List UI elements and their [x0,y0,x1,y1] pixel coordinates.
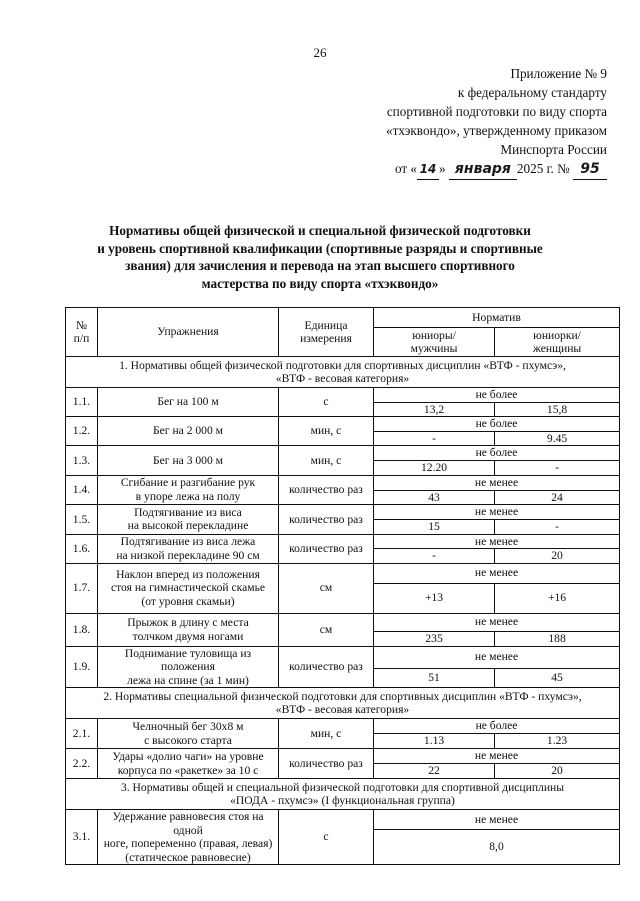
row-num: 2.1. [66,719,98,749]
section-title-l2: «ПОДА - пхумсэ» (I функциональная группа) [230,794,455,807]
value-juniorkas: 20 [495,764,620,779]
row-exercise [98,534,279,563]
row-unit: мин, с [279,446,374,476]
value-juniors: +13 [374,583,495,613]
row-condition: не менее [374,810,620,830]
table-row [66,475,620,490]
table-row [66,446,620,461]
table-row [66,563,620,583]
header-num-l2: п/п [73,332,90,345]
exercise-line: в упоре лежа на полу [135,489,241,503]
title-line: и уровень спортивной квалификации (спортивные разряды и спортивные [97,240,543,256]
exercise-line: Челночный бег 30х8 м [132,720,244,733]
row-condition: не менее [374,475,620,490]
appendix-line: Приложение № 9 [510,66,607,81]
table-row [66,613,620,631]
exercise-line: Сгибание и разгибание рук [120,476,256,490]
value-juniors: 22 [374,764,495,779]
header-unit-l1: Единица [304,318,348,332]
value-juniors: - [374,549,495,564]
value-juniorkas: - [495,461,620,476]
table-row [66,646,620,668]
exercise-line: Прыжок в длину с места [127,616,249,629]
table-row [66,719,620,734]
date-year: 2025 г. № [516,161,570,176]
value-juniors: - [374,431,495,446]
row-exercise [98,646,279,688]
header-unit-l2: измерения [300,332,352,345]
header-norm: Норматив [374,308,620,328]
exercise-line: Поднимание туловища из положения [124,646,252,673]
header-juniorkas-l2: женщины [532,342,582,355]
exercise-line: Бег на 3 000 м [152,453,224,467]
table-row [66,505,620,520]
section-title-l1: 3. Нормативы общей и специальной физической подготовки для спортивной дисциплины [120,780,565,794]
header-juniors-l1: юниоры/ [412,328,456,342]
header-row [66,308,620,328]
row-num: 1.4. [66,475,98,505]
page-number: 26 [313,45,327,60]
section-title-l2: «ВТФ - весовая категория» [275,372,410,385]
value-juniorkas: 45 [495,668,620,687]
appendix-line: Минспорта России [500,142,607,157]
row-num: 3.1. [66,810,98,865]
value-juniors: 15 [374,520,495,535]
row-exercise [98,719,279,749]
value-juniors: 1.13 [374,734,495,749]
table-row [66,749,620,764]
appendix-date-line [307,159,607,180]
exercise-line: Бег на 2 000 м [152,424,224,438]
row-unit: с [279,388,374,417]
exercise-line: лежа на спине (за 1 мин) [127,673,249,687]
section-title [66,688,620,719]
exercise-line: толчком двумя ногами [132,629,244,643]
table-row [66,417,620,432]
header-unit [279,308,374,357]
section-title [66,779,620,810]
exercise-line: стоя на гимнастической скамье [110,581,266,595]
exercise-line: (статическое равновесие) [125,850,251,864]
section-title-l2: «ВТФ - весовая категория» [275,703,410,716]
row-unit: количество раз [279,749,374,779]
row-exercise [98,388,279,417]
section-header-2 [66,688,620,719]
row-unit: см [279,613,374,646]
row-num: 1.1. [66,388,98,417]
header-num-l1: № [75,318,88,332]
row-exercise [98,446,279,476]
exercise-line: Бег на 100 м [157,395,219,409]
row-num: 1.3. [66,446,98,476]
exercise-line: Подтягивание из виса лежа [120,535,256,548]
exercise-line: (от уровня скамьи) [141,594,235,608]
row-condition: не менее [374,749,620,764]
handwritten-order-number: 95 [573,160,607,180]
value-juniorkas: - [495,520,620,535]
section-header-1 [66,357,620,388]
exercise-line: Подтягивание из виса [134,505,242,519]
section-3-rows [66,810,620,865]
row-condition: не более [374,719,620,734]
exercise-line: ноге, попеременно (правая, левая) [103,837,273,850]
exercise-line: Наклон вперед из положения [116,567,260,581]
row-condition: не менее [374,534,620,549]
row-unit: мин, с [279,417,374,446]
row-condition: не менее [374,613,620,631]
header-juniorkas [495,328,620,357]
value-juniors: 235 [374,631,495,646]
section-title-l1: 2. Нормативы специальной физической подготовки для спортивных дисциплин «ВТФ - пхумсэ», [103,689,582,703]
row-unit: количество раз [279,646,374,688]
row-exercise [98,810,279,865]
value-juniors: 12.20 [374,461,495,476]
row-unit: мин, с [279,719,374,749]
row-exercise [98,613,279,646]
value-merged: 8,0 [374,830,620,865]
value-juniors: 43 [374,490,495,505]
row-num: 1.6. [66,534,98,563]
section-header-3 [66,779,620,810]
value-juniors: 13,2 [374,402,495,417]
row-exercise [98,417,279,446]
appendix-line: «тхэквондо», утвержденному приказом [385,123,607,138]
row-unit: количество раз [279,534,374,563]
row-num: 1.9. [66,646,98,688]
row-condition: не менее [374,505,620,520]
value-juniorkas: 188 [495,631,620,646]
value-juniorkas: 20 [495,549,620,564]
row-num: 1.7. [66,563,98,613]
date-mid: » [439,161,446,176]
norms-table [65,307,620,865]
appendix-header [307,64,607,180]
document-title [40,222,600,292]
section-1-rows [66,388,620,688]
exercise-line: Удары «долио чаги» на уровне [112,750,264,763]
row-condition: не более [374,388,620,403]
value-juniorkas: 24 [495,490,620,505]
table-row [66,534,620,549]
exercise-line: корпуса по «ракетке» за 10 с [117,763,259,777]
row-condition: не менее [374,563,620,583]
row-exercise [98,475,279,505]
table-row [66,388,620,403]
exercise-line: с высокого старта [144,733,232,747]
row-unit: с [279,810,374,865]
row-condition: не более [374,417,620,432]
handwritten-day: 14 [417,160,439,180]
appendix-line: к федеральному стандарту [457,85,607,100]
exercise-line: на высокой перекладине [127,519,249,533]
handwritten-month: января [449,160,517,180]
row-num: 1.5. [66,505,98,535]
header-juniors [374,328,495,357]
value-juniorkas: +16 [495,583,620,613]
row-num: 2.2. [66,749,98,779]
row-exercise [98,749,279,779]
row-unit: см [279,563,374,613]
table-row [66,810,620,830]
row-num: 1.8. [66,613,98,646]
value-juniorkas: 15,8 [495,402,620,417]
header-juniorkas-l1: юниорки/ [533,328,581,342]
header-juniors-l2: мужчины [410,342,458,355]
title-line: Нормативы общей физической и специальной физической подготовки [109,223,531,238]
section-title-l1: 1. Нормативы общей физической подготовки для спортивных дисциплин «ВТФ - пхумсэ», [119,358,566,372]
header-num [66,308,98,357]
value-juniorkas: 1.23 [495,734,620,749]
row-unit: количество раз [279,475,374,505]
value-juniorkas: 9.45 [495,431,620,446]
row-exercise [98,563,279,613]
row-condition: не менее [374,646,620,668]
section-title [66,357,620,388]
title-line: мастерства по виду спорта «тхэквондо» [201,275,439,291]
row-unit: количество раз [279,505,374,535]
row-exercise [98,505,279,535]
section-2-rows [66,719,620,779]
row-condition: не более [374,446,620,461]
title-line: звания) для зачисления и перевода на этап высшего спортивного [125,258,515,274]
row-num: 1.2. [66,417,98,446]
date-prefix: от « [394,161,418,176]
value-juniors: 51 [374,668,495,687]
exercise-line: Удержание равновесия стоя на одной [112,810,264,837]
header-exercise: Упражнения [98,308,279,357]
exercise-line: на низкой перекладине 90 см [116,548,260,562]
appendix-line: спортивной подготовки по виду спорта [386,104,607,119]
